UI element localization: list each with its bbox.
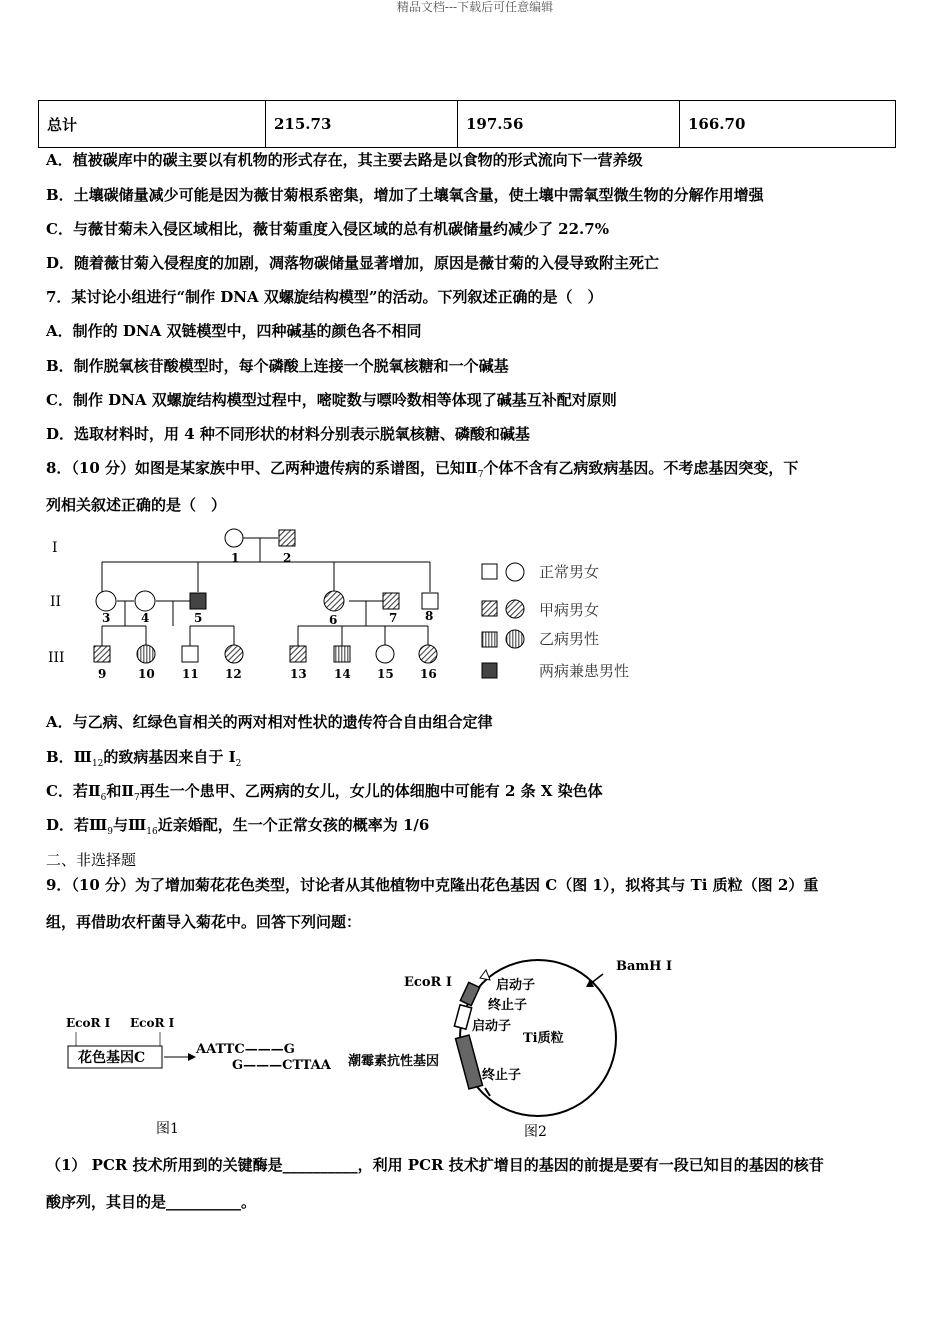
- fig2-terminator1-label: 终止子: [488, 998, 528, 1013]
- person-id: 1: [231, 551, 240, 565]
- text: C．若Ⅱ: [46, 782, 101, 800]
- text: 的致病基因来自于 I: [103, 748, 236, 766]
- person-9-a-affected-male: [94, 646, 110, 662]
- fig2-promoter1-label: 启动子: [496, 978, 536, 993]
- fig1-caption: 图1: [156, 1121, 179, 1137]
- carbon-total-table: [38, 100, 896, 148]
- q7-option-c: C．制作 DNA 双螺旋结构模型过程中，嘧啶数与嘌呤数相等体现了碱基互补配对原则: [46, 391, 617, 409]
- person-16-a-affected-female: [419, 645, 437, 663]
- person-id: 10: [138, 667, 155, 681]
- gen-label-1: I: [52, 540, 58, 556]
- gen-label-3: III: [48, 650, 65, 666]
- q8-option-a: A．与乙病、红绿色盲相关的两对相对性状的遗传符合自由组合定律: [46, 713, 493, 731]
- person-8-normal-male: [422, 593, 438, 609]
- subscript: 6: [100, 793, 107, 803]
- legend-a-female: [506, 600, 524, 618]
- person-id: 11: [182, 667, 199, 681]
- person-id: 14: [334, 667, 351, 681]
- pedigree-chart: [38, 522, 658, 694]
- fig2-resist-label: 潮霉素抗性基因: [348, 1054, 440, 1069]
- subscript: 9: [107, 827, 114, 837]
- q9-stem-line2: 组，再借助农杆菌导入菊花中。回答下列问题：: [46, 913, 362, 931]
- text: B．Ⅲ: [46, 748, 92, 766]
- legend-a-male: [482, 601, 497, 616]
- person-id: 15: [377, 667, 394, 681]
- fig2-terminator2-label: 终止子: [482, 1068, 522, 1083]
- text: 和Ⅱ: [106, 782, 134, 800]
- fig1-ecori-label: EcoR Ⅰ: [130, 1016, 175, 1030]
- fig2-segment: [460, 982, 479, 1005]
- fig1-seq-top: AATTC———G: [196, 1042, 295, 1057]
- legend-normal-male: [482, 564, 497, 579]
- fig2-promoter-arrow: [480, 970, 490, 980]
- person-11-normal-male: [182, 646, 198, 662]
- person-4-normal-female: [135, 591, 155, 611]
- legend-b-female: [506, 630, 524, 648]
- text: D．若Ⅲ: [46, 816, 108, 834]
- fig2-resist-gene: [456, 1035, 483, 1089]
- person-id: 3: [102, 611, 111, 625]
- gen-label-2: II: [50, 594, 62, 610]
- q7-stem: 7．某讨论小组进行“制作 DNA 双螺旋结构模型”的活动。下列叙述正确的是（ ）: [46, 288, 603, 306]
- person-id: 9: [98, 667, 107, 681]
- q7-option-d: D．选取材料时，用 4 种不同形状的材料分别表示脱氧核糖、磷酸和碱基: [46, 425, 530, 443]
- person-id: 6: [329, 613, 338, 627]
- text: 与Ⅲ: [113, 816, 147, 834]
- person-id: 12: [225, 667, 242, 681]
- fig2-bamhi-label: BamH Ⅰ: [616, 959, 673, 974]
- fig2-caption: 图2: [524, 1124, 547, 1140]
- person-id: 8: [425, 609, 434, 623]
- legend-label-normal: 正常男女: [539, 563, 600, 581]
- fig2-segment: [454, 1005, 471, 1029]
- table-cell-label: 总计: [39, 101, 266, 148]
- person-id: 13: [290, 667, 307, 681]
- q8-stem-text: 个体不含有乙病致病基因。不考虑基因突变，下: [483, 459, 799, 477]
- text: 再生一个患甲、乙两病的女儿，女儿的体细胞中可能有 2 条 X 染色体: [139, 782, 603, 800]
- plasmid-figures: [38, 948, 698, 1152]
- legend-normal-female: [506, 563, 524, 581]
- q6-option-c: C．与薇甘菊未入侵区域相比，薇甘菊重度入侵区域的总有机碳储量约减少了 22.7%: [46, 220, 609, 238]
- q7-option-a: A．制作的 DNA 双链模型中，四种碱基的颜色各不相同: [46, 322, 422, 340]
- fig1-gene-label: 花色基因C: [78, 1050, 146, 1066]
- subscript: 7: [477, 470, 484, 480]
- fig2-bamhi-arrow: [590, 974, 603, 984]
- section-title: 二、非选择题: [46, 851, 137, 869]
- legend-label-both: 两病兼患男性: [539, 662, 630, 680]
- fig2-promoter2-label: 启动子: [472, 1019, 512, 1034]
- fig2-ecori-label: EcoR Ⅰ: [404, 975, 452, 990]
- person-id: 7: [389, 611, 398, 625]
- fig1-ecori-label: EcoR Ⅰ: [66, 1016, 111, 1030]
- q7-option-b: B．制作脱氧核苷酸模型时，每个磷酸上连接一个脱氧核糖和一个碱基: [46, 357, 509, 375]
- table-row: [39, 101, 896, 148]
- q6-option-d: D．随着薇甘菊入侵程度的加剧，凋落物碳储量显著增加，原因是薇甘菊的入侵导致附主死亡: [46, 254, 660, 272]
- q9-part1-line2: 酸序列，其目的是__________。: [46, 1193, 257, 1211]
- fig2-plasmid-label: Ti质粒: [523, 1031, 564, 1046]
- legend-both-male: [482, 663, 497, 678]
- text: 近亲婚配，生一个正常女孩的概率为 1/6: [157, 816, 430, 834]
- person-7-a-affected-male: [383, 593, 399, 609]
- page-header: 精品文档---下载后可任意编辑: [396, 0, 554, 14]
- person-12-a-affected-female: [225, 645, 243, 663]
- person-2-a-affected-male: [279, 530, 295, 546]
- legend-label-b: 乙病男性: [539, 630, 600, 648]
- q8-stem-line1: [46, 458, 798, 485]
- person-13-a-affected-male: [290, 646, 306, 662]
- table-cell-value-3: 166.70: [680, 101, 896, 148]
- person-1-normal-female: [225, 529, 243, 547]
- person-5-both-affected-male: [190, 593, 206, 609]
- q8-option-c: [46, 781, 603, 808]
- q8-option-d: [46, 815, 429, 842]
- fig1-seq-bottom: G———CTTAA: [232, 1058, 331, 1073]
- subscript: 2: [235, 759, 242, 769]
- person-id: 5: [194, 611, 203, 625]
- person-10-b-affected-female: [137, 645, 155, 663]
- q6-option-a: A．植被碳库中的碳主要以有机物的形式存在，其主要去路是以食物的形式流向下一营养级: [46, 151, 643, 169]
- q9-stem-line1: 9．（10 分）为了增加菊花花色类型，讨论者从其他植物中克隆出花色基因 C（图 1），拟将其与 Ti 质粒（图 2）重: [46, 876, 819, 894]
- legend-label-a: 甲病男女: [539, 601, 600, 619]
- person-6-a-affected-female: [324, 591, 344, 611]
- table-cell-value-1: 215.73: [266, 101, 458, 148]
- person-id: 16: [420, 667, 437, 681]
- subscript: 12: [91, 759, 104, 769]
- person-id: 4: [141, 611, 150, 625]
- person-15-normal-female: [376, 645, 394, 663]
- q8-stem-line2: 列相关叙述正确的是（ ）: [46, 496, 227, 514]
- subscript: 7: [133, 793, 140, 803]
- subscript: 16: [146, 827, 158, 837]
- q9-part1-line1: （1） PCR 技术所用到的关键酶是__________，利用 PCR 技术扩增目的基因的前提是要有一段已知目的基因的核苷: [46, 1156, 824, 1174]
- q6-option-b: B．土壤碳储量减少可能是因为薇甘菊根系密集，增加了土壤氧含量，使土壤中需氧型微生物的分解作用增强: [46, 186, 764, 204]
- fig1-arrow-head: [188, 1053, 196, 1061]
- q8-stem-text: 8．（10 分）如图是某家族中甲、乙两种遗传病的系谱图，已知Ⅱ: [46, 459, 478, 477]
- person-id: 2: [283, 551, 292, 565]
- table-cell-value-2: 197.56: [458, 101, 680, 148]
- person-14-b-affected-male: [334, 646, 350, 662]
- legend-b-male: [482, 632, 497, 647]
- person-3-normal-female: [96, 591, 116, 611]
- q8-option-b: [46, 747, 241, 774]
